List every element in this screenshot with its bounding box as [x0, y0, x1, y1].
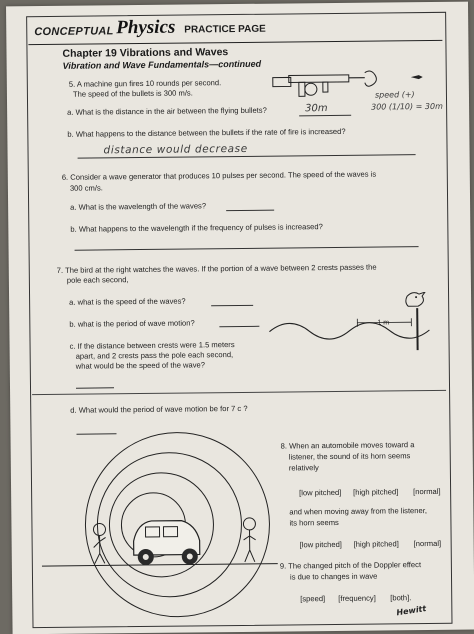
- wave-and-bird-illustration: [267, 292, 440, 354]
- q8-stem-line1: 8. When an automobile moves toward a: [281, 440, 415, 451]
- q8-stem-line3: relatively: [289, 463, 319, 473]
- q6-stem-line1: 6. Consider a wave generator that produces 10 pulses per second. The speed of the waves is: [62, 170, 376, 183]
- q8-away-line2: its horn seems: [289, 518, 338, 529]
- q8-away-option-low-pitched[interactable]: [low pitched]: [300, 540, 342, 550]
- q7d-question: d. What would the period of wave motion be for 7 c ?: [70, 404, 247, 416]
- q7b-question: b. what is the period of wave motion?: [69, 318, 194, 329]
- q9-stem-line1: 9. The changed pitch of the Doppler effect: [280, 560, 421, 571]
- q8-away-line1: and when moving away from the listener,: [289, 506, 427, 517]
- q8-away-option-normal[interactable]: [normal]: [414, 539, 442, 549]
- q5b-answer: distance would decrease: [103, 143, 247, 157]
- q5-note-speed: speed (+): [375, 90, 415, 99]
- q5-stem-line1: 5. A machine gun fires 10 rounds per second.: [69, 78, 222, 90]
- q6a-question: a. What is the wavelength of the waves?: [70, 201, 206, 212]
- q7-stem-line1: 7. The bird at the right watches the waves. If the portion of a wave between 2 crests passes the: [57, 263, 377, 276]
- q8-option-high-pitched[interactable]: [high pitched]: [353, 487, 398, 497]
- q9-option-both[interactable]: [both].: [390, 593, 411, 603]
- chapter-title: Chapter 19 Vibrations and Waves: [62, 46, 228, 60]
- q7c-line2: apart, and 2 crests pass the pole each second,: [76, 350, 234, 362]
- worksheet-page: [6, 2, 474, 634]
- header-conceptual: CONCEPTUAL: [34, 25, 114, 38]
- q5-stem-line2: The speed of the bullets is 300 m/s.: [73, 88, 193, 99]
- section-subtitle: Vibration and Wave Fundamentals—continued: [63, 59, 262, 71]
- bullet-icon: [411, 74, 423, 80]
- author-signature: Hewitt: [396, 604, 427, 617]
- wave-length-label: 1 m: [377, 318, 389, 328]
- q7-stem-line2: pole each second,: [67, 275, 129, 286]
- header-physics-logo: Physics: [116, 17, 175, 40]
- q5b-question: b. What happens to the distance between the bullets if the rate of fire is increased?: [67, 127, 345, 140]
- q7c-line3: what would be the speed of the wave?: [76, 360, 205, 371]
- header-practice-page: PRACTICE PAGE: [184, 24, 266, 36]
- q7a-question: a. what is the speed of the waves?: [69, 297, 186, 308]
- page-header: [28, 16, 442, 45]
- q5a-question: a. What is the distance in the air between the flying bullets?: [67, 106, 267, 118]
- q8-option-normal[interactable]: [normal]: [413, 487, 441, 497]
- q7c-line1: c. If the distance between crests were 1.5 meters: [70, 340, 235, 352]
- q6b-question: b. What happens to the wavelength if the frequency of pulses is increased?: [70, 222, 323, 235]
- doppler-car-illustration: [40, 424, 278, 622]
- q9-stem-line2: is due to changes in wave: [290, 572, 377, 583]
- q8-away-option-high-pitched[interactable]: [high pitched]: [354, 539, 399, 549]
- q9-option-frequency[interactable]: [frequency]: [338, 594, 376, 604]
- q8-option-low-pitched[interactable]: [low pitched]: [299, 488, 341, 498]
- q9-option-speed[interactable]: [speed]: [300, 594, 325, 604]
- q5-note-calc: 300 (1/10) = 30m: [371, 102, 443, 112]
- q6-stem-line2: 300 cm/s.: [70, 183, 103, 193]
- machine-gun-illustration: [269, 67, 379, 108]
- q5a-answer: 30m: [305, 103, 328, 114]
- q8-stem-line2: listener, the sound of its horn seems: [289, 451, 411, 462]
